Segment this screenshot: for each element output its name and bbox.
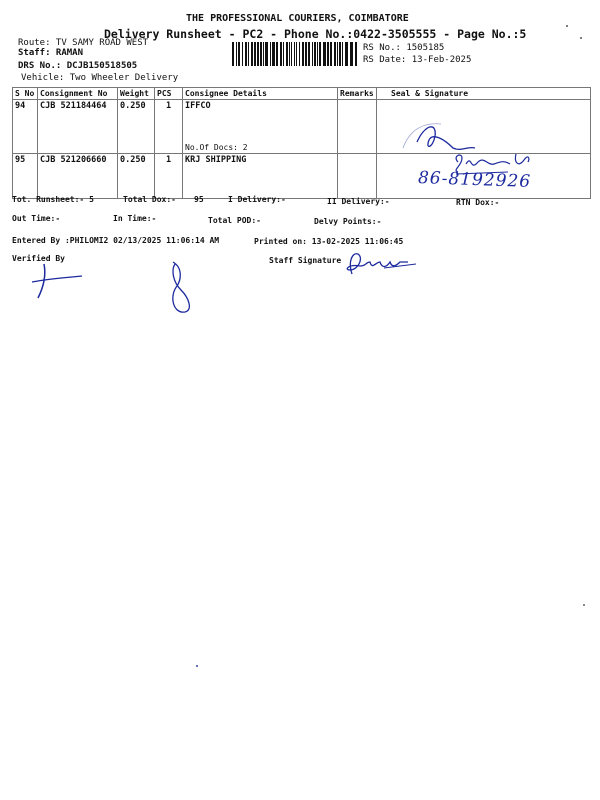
barcode-bar — [314, 42, 316, 66]
barcode-bar — [330, 42, 332, 66]
handwritten-phone-number: 86-8192926 — [417, 168, 532, 192]
col-pcs: PCS — [155, 88, 183, 100]
company-name: THE PROFESSIONAL COURIERS, COIMBATORE — [186, 13, 409, 24]
barcode-bar — [312, 42, 313, 66]
barcode-bar — [317, 42, 318, 66]
barcode-bar — [339, 42, 341, 66]
barcode-bar — [276, 42, 278, 66]
barcode-bar — [305, 42, 307, 66]
barcode-bar — [294, 42, 295, 66]
cell-pcs: 1 — [155, 154, 183, 199]
staff-signature-scribble — [338, 248, 418, 278]
speck — [196, 665, 198, 667]
speck — [580, 37, 582, 39]
barcode-bar — [327, 42, 329, 66]
cell-remarks — [338, 154, 377, 199]
barcode-bar — [342, 42, 343, 66]
barcode-bar — [260, 42, 262, 66]
barcode-bar — [257, 42, 259, 66]
entered-by: Entered By :PHILOMI2 02/13/2025 11:06:14 AM — [12, 236, 220, 245]
out-time: Out Time:- — [12, 214, 61, 223]
barcode-bar — [280, 42, 282, 66]
barcode-bar — [291, 42, 292, 66]
rs-number: RS No.: 1505185 — [363, 43, 445, 53]
col-weight: Weight — [118, 88, 155, 100]
runsheet-title: Delivery Runsheet - PC2 - Phone No.:0422-3505555 - Page No.:5 — [104, 27, 527, 41]
cell-sno: 94 — [13, 100, 38, 154]
cell-weight: 0.250 — [118, 154, 155, 199]
barcode-bar — [236, 42, 237, 66]
speck — [583, 604, 585, 606]
cell-pcs: 1 — [155, 100, 183, 154]
barcode-bar — [286, 42, 288, 66]
verified-figure-8-scribble — [165, 258, 200, 318]
printed-on: Printed on: 13-02-2025 11:06:45 — [254, 237, 404, 246]
cell-sno: 95 — [13, 154, 38, 199]
barcode-bar — [270, 42, 271, 66]
staff-signature: Staff Signature — [269, 256, 342, 265]
cell-weight: 0.250 — [118, 100, 155, 154]
vehicle: Vehicle: Two Wheeler Delivery — [21, 73, 179, 83]
staff: Staff: RAMAN — [18, 48, 84, 58]
barcode-bar — [296, 42, 297, 66]
barcode-bar — [272, 42, 275, 66]
table-header-row — [13, 88, 591, 100]
barcode-bar — [302, 42, 304, 66]
col-remarks: Remarks — [338, 88, 377, 100]
verified-by: Verified By — [12, 254, 65, 263]
barcode-bar — [299, 42, 300, 66]
barcode-bar — [345, 42, 348, 66]
barcode-bar — [337, 42, 338, 66]
barcode-bar — [323, 42, 326, 66]
rs-date: RS Date: 13-Feb-2025 — [363, 55, 472, 65]
col-sno: S No — [13, 88, 38, 100]
barcode-bar — [263, 42, 264, 66]
cell-consignment: CJB 521184464 — [38, 100, 118, 154]
barcode-bar — [238, 42, 240, 66]
barcode-bar — [355, 42, 357, 66]
barcode-bar — [242, 42, 243, 66]
col-consignment: Consignment No — [38, 88, 118, 100]
col-seal-signature: Seal & Signature — [377, 88, 591, 100]
tot-runsheet: Tot. Runsheet:- 5 — [12, 195, 94, 204]
barcode-bar — [232, 42, 234, 66]
route: Route: TV SAMY ROAD WEST — [18, 38, 149, 48]
cell-consignee — [183, 154, 338, 199]
cell-remarks — [338, 100, 377, 154]
speck — [566, 25, 568, 27]
consignee-name: IFFCO — [185, 101, 211, 111]
barcode — [232, 42, 359, 66]
total-pod: Total POD:- — [208, 216, 261, 225]
total-dox-label: Total Dox:- — [123, 195, 176, 204]
barcode-bar — [251, 42, 253, 66]
barcode-bar — [254, 42, 256, 66]
in-time: In Time:- — [113, 214, 157, 223]
drs-number: DRS No.: DCJB150518505 — [18, 61, 138, 71]
barcode-bar — [350, 42, 353, 66]
barcode-bar — [334, 42, 336, 66]
barcode-bar — [308, 42, 310, 66]
barcode-bar — [248, 42, 249, 66]
table-row — [13, 100, 591, 154]
barcode-bar — [283, 42, 284, 66]
col-consignee: Consignee Details — [183, 88, 338, 100]
cell-consignee — [183, 100, 338, 154]
i-delivery: I Delivery:- — [228, 195, 286, 204]
delvy-points: Delvy Points:- — [314, 217, 382, 226]
rtn-dox: RTN Dox:- — [456, 198, 500, 207]
barcode-bar — [319, 42, 321, 66]
barcode-bar — [265, 42, 268, 66]
barcode-bar — [289, 42, 291, 66]
verified-signature-scribble — [30, 260, 90, 300]
total-dox-value: 95 — [194, 195, 204, 204]
barcode-bar — [245, 42, 247, 66]
cell-consignment: CJB 521206660 — [38, 154, 118, 199]
docs-count: No.Of Docs: 2 — [185, 143, 248, 152]
ii-delivery: II Delivery:- — [327, 197, 390, 206]
consignee-name: KRJ SHIPPING — [185, 155, 247, 165]
